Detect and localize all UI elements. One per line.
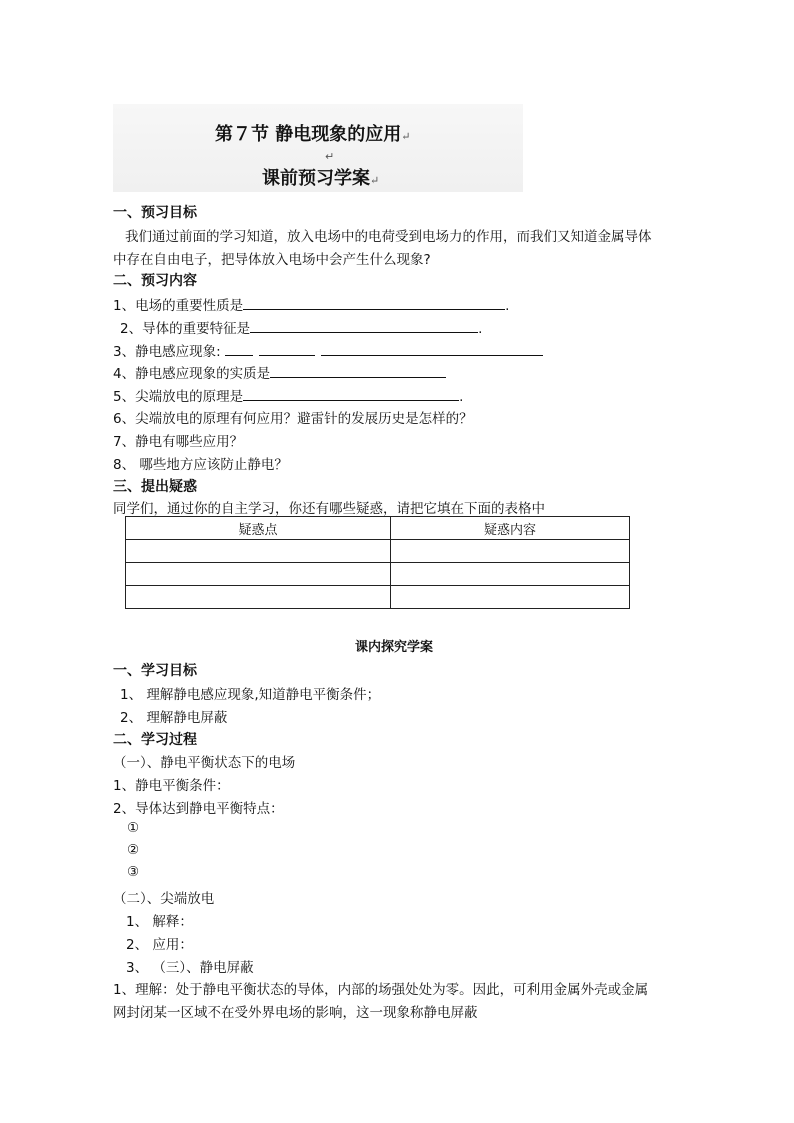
- preview-item-3: 3、静电感应现象:: [113, 340, 543, 360]
- table-cell[interactable]: [391, 563, 630, 586]
- paragraph-mark-icon: ↵: [401, 130, 411, 143]
- preview-item-5: 5、尖端放电的原理是 .: [113, 385, 463, 405]
- answer-blank[interactable]: [243, 295, 505, 310]
- circled-item-2: ②: [127, 842, 140, 858]
- preview-item-6: 6、尖端放电的原理有何应用？避雷针的发展历史是怎样的？: [113, 411, 473, 427]
- section-electrostatic-field: （一）、静电平衡状态下的电场: [113, 755, 296, 771]
- preview-doubt-text: 同学们，通过你的自主学习，你还有哪些疑惑，请把它填在下面的表格中: [113, 501, 545, 517]
- table-header-cell: 疑惑点: [126, 517, 391, 540]
- equilibrium-condition: 1、静电平衡条件：: [113, 778, 230, 794]
- section-point-discharge: （二）、尖端放电: [113, 891, 215, 907]
- shielding-text-line1: 1、理解：处于静电平衡状态的导体，内部的场强处处为零。因此，可利用金属外壳或金属: [113, 982, 649, 998]
- table-cell[interactable]: [391, 586, 630, 609]
- table-header-row: [126, 517, 630, 540]
- equilibrium-features: 2、导体达到静电平衡特点：: [113, 801, 284, 817]
- inclass-goal-heading: 一、学习目标: [113, 663, 197, 679]
- page-title: 第７节 静电现象的应用↵: [215, 124, 411, 145]
- inclass-goal-1: 1、 理解静电感应现象,知道静电平衡条件；: [120, 687, 381, 703]
- preview-item-1: 1、电场的重要性质是 .: [113, 294, 509, 314]
- preview-content-heading: 二、预习内容: [113, 273, 197, 289]
- inclass-process-heading: 二、学习过程: [113, 732, 197, 748]
- preview-item-7: 7、静电有哪些应用？: [113, 434, 244, 450]
- discharge-application: 2、 应用：: [126, 937, 193, 953]
- table-cell[interactable]: [126, 586, 391, 609]
- inclass-goal-2: 2、 理解静电屏蔽: [120, 710, 228, 726]
- answer-blank[interactable]: [270, 363, 446, 378]
- preview-item-2: 2、导体的重要特征是 .: [120, 317, 482, 337]
- circled-item-1: ①: [127, 820, 140, 836]
- paragraph-mark-icon: ↵: [370, 174, 380, 187]
- table-cell[interactable]: [126, 563, 391, 586]
- answer-blank[interactable]: [259, 341, 315, 356]
- answer-blank[interactable]: [250, 318, 478, 333]
- preview-item-4: 4、静电感应现象的实质是: [113, 362, 446, 382]
- table-cell[interactable]: [391, 540, 630, 563]
- inclass-title: 课内探究学案: [355, 640, 434, 655]
- circled-item-3: ③: [127, 864, 140, 880]
- doubt-table: [125, 516, 630, 609]
- section-shielding: 3、 （三）、静电屏蔽: [126, 960, 254, 976]
- table-row: [126, 586, 630, 609]
- table-cell[interactable]: [126, 540, 391, 563]
- answer-blank[interactable]: [243, 386, 459, 401]
- preview-goal-text-line1: 我们通过前面的学习知道，放入电场中的电荷受到电场力的作用，而我们又知道金属导体: [125, 229, 652, 245]
- answer-blank[interactable]: [321, 341, 543, 356]
- discharge-explain: 1、 解释：: [126, 914, 193, 930]
- table-row: [126, 563, 630, 586]
- page-subtitle: 课前预习学案↵: [262, 168, 380, 189]
- preview-doubt-heading: 三、提出疑惑: [113, 479, 197, 495]
- table-header-cell: 疑惑内容: [391, 517, 630, 540]
- preview-goal-heading: 一、预习目标: [113, 205, 197, 221]
- answer-blank[interactable]: [225, 341, 253, 356]
- preview-item-8: 8、 哪些地方应该防止静电？: [113, 457, 288, 473]
- preview-goal-text-line2: 中存在自由电子，把导体放入电场中会产生什么现象?: [113, 252, 431, 268]
- table-row: [126, 540, 630, 563]
- paragraph-mark-icon: ↵: [325, 150, 335, 163]
- shielding-text-line2: 网封闭某一区域不在受外界电场的影响，这一现象称静电屏蔽: [113, 1005, 478, 1021]
